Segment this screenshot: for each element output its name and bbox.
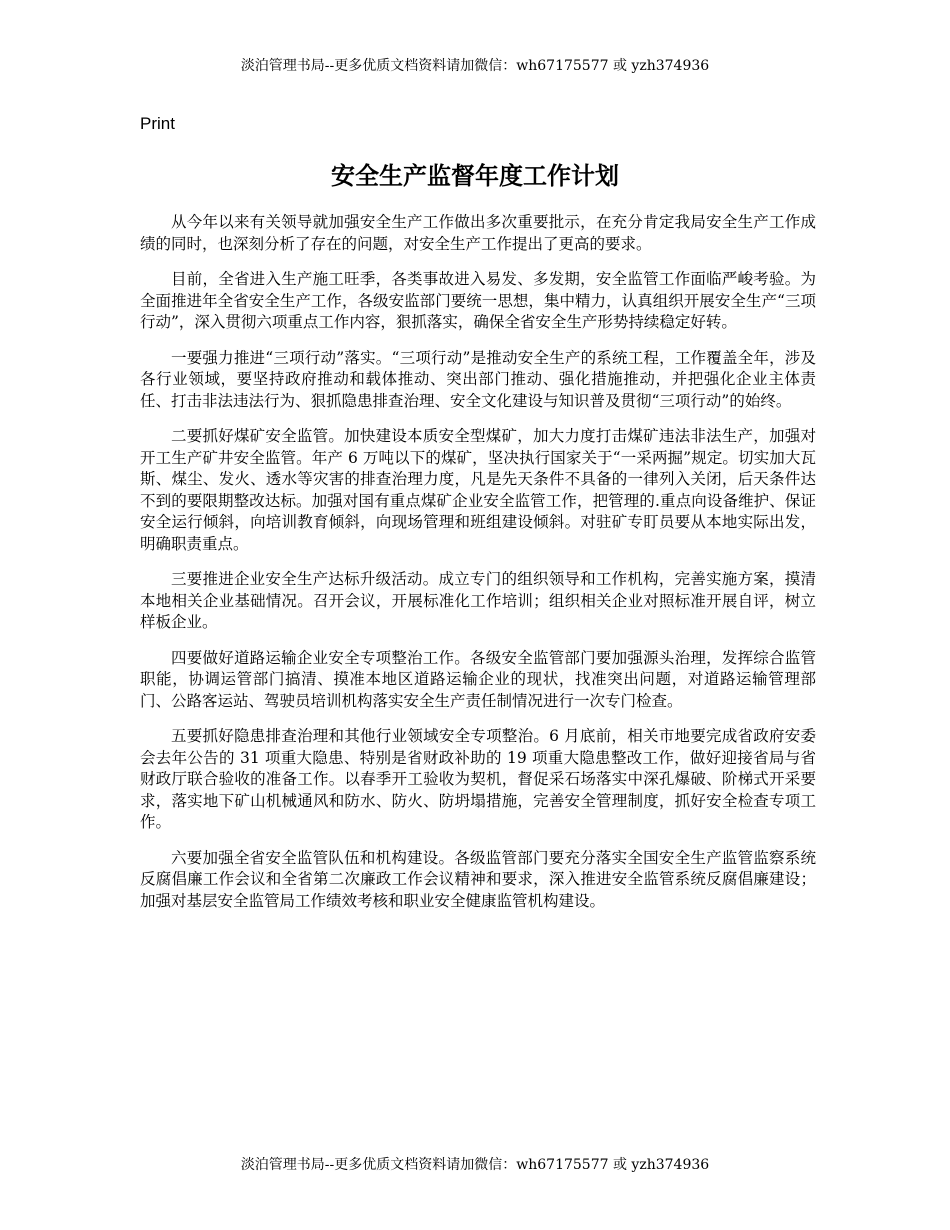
paragraph-item-1: 一要强力推进“三项行动”落实。“三项行动”是推动安全生产的系统工程，工作覆盖全年，涉及各行业领域，要坚持政府推动和载体推动、突出部门推动、强化措施推动，并把强化企业主体责任、打击非法违法行为、狠抓隐患排查治理、安全文化建设与知识普及贯彻“三项行动”的始终。 — [140, 348, 816, 410]
paragraph-current-situation: 目前，全省进入生产施工旺季，各类事故进入易发、多发期，安全监管工作面临严峻考验。为全面推进年全省安全生产工作，各级安监部门要统一思想，集中精力，认真组织开展安全生产“三项行动”，深入贯彻六项重点工作内容，狠抓落实，确保全省安全生产形势持续稳定好转。 — [140, 270, 816, 331]
paragraph-item-6: 六要加强全省安全监管队伍和机构建设。各级监管部门要充分落实全国安全生产监管监察系统反腐倡廉工作会议和全省第二次廉政工作会议精神和要求，深入推进安全监管系统反腐倡廉建设；加强对基层安全监管局工作绩效考核和职业安全健康监管机构建设。 — [140, 848, 816, 910]
document-title: 安全生产监督年度工作计划 — [331, 162, 619, 190]
paragraph-item-4: 四要做好道路运输企业安全专项整治工作。各级安全监管部门要加强源头治理，发挥综合监管职能，协调运管部门搞清、摸准本地区道路运输企业的现状，找准突出问题，对道路运输管理部门、公路客运站、驾驶员培训机构落实安全生产责任制情况进行一次专门检查。 — [140, 648, 816, 710]
print-label: Print — [140, 114, 175, 133]
paragraph-intro: 从今年以来有关领导就加强安全生产工作做出多次重要批示，在充分肯定我局安全生产工作成绩的同时，也深刻分析了存在的问题，对安全生产工作提出了更高的要求。 — [140, 213, 816, 253]
document-body — [140, 212, 816, 926]
paragraph-item-3: 三要推进企业安全生产达标升级活动。成立专门的组织领导和工作机构，完善实施方案，摸清本地相关企业基础情况。召开会议，开展标准化工作培训；组织相关企业对照标准开展自评，树立样板企业。 — [140, 570, 816, 631]
paragraph-item-2: 二要抓好煤矿安全监管。加快建设本质安全型煤矿，加大力度打击煤矿违法非法生产，加强对开工生产矿井安全监管。年产 6 万吨以下的煤矿，坚决执行国家关于“一采两掘”规定。切实加大瓦斯、煤尘、发火、透水等灾害的排查治理力度，凡是先天条件不具备的一律列入关闭，后天条件达不到的要限期整改达标。加强对国有重点煤矿企业安全监管工作，把管理的.重点向设备维护、保证安全运行倾斜，向培训教育倾斜，向现场管理和班组建设倾斜。对驻矿专盯员要从本地实际出发，明确职责重点。 — [140, 427, 816, 553]
paragraph-item-5: 五要抓好隐患排查治理和其他行业领域安全专项整治。6 月底前，相关市地要完成省政府安委会去年公告的 31 项重大隐患、特别是省财政补助的 19 项重大隐患整改工作，做好迎接省局与省财政厅联合验收的准备工作。以春季开工验收为契机，督促采石场落实中深孔爆破、阶梯式开采要求，落实地下矿山机械通风和防水、防火、防坍塌措施，完善安全管理制度，抓好安全检查专项工作。 — [140, 727, 816, 831]
header-note: 淡泊管理书局--更多优质文档资料请加微信：wh67175577 或 yzh374936 — [240, 58, 710, 74]
footer-note: 淡泊管理书局--更多优质文档资料请加微信：wh67175577 或 yzh374936 — [240, 1157, 710, 1173]
